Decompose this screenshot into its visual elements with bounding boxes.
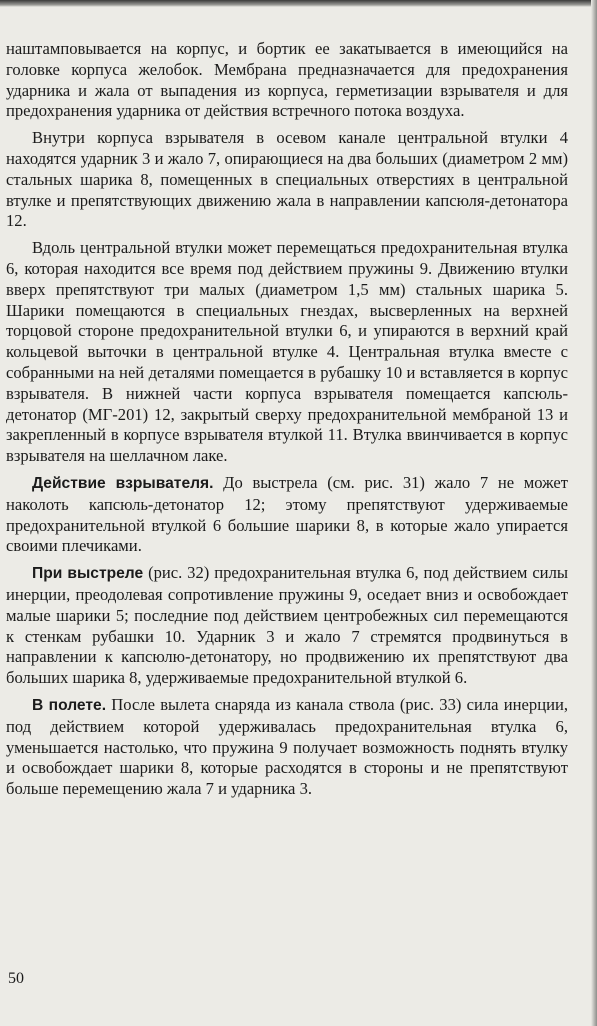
heading-firing: При выстреле — [32, 565, 144, 583]
page-text — [6, 39, 568, 800]
paragraph-3: Вдоль центральной втулки может перемещаться предохранительная втулка 6, которая находится все время под действием пружины 9. Движению втулки вверх препятствуют три малых (диаметром 1,5 мм) стальных шарика 5. Шарики помещаются в специальных гнездах, высверленных на верхней торцовой стороне предохранительной втулки 6, и упираются в верхний край кольцевой выточки в центральной втулке 4. Центральная втулка вместе с собранными на ней деталями помещается в рубашку 10 и вставляется в корпус взрывателя. В нижней части корпуса взрывателя помещается капсюль-детонатор (МГ-201) 12, закрытый сверху предохранительной мембраной 13 и закрепленный в корпусе взрывателя втулкой 11. Втулка ввинчивается в корпус взрывателя на шеллачном лаке. — [6, 238, 568, 466]
paragraph-5 — [6, 563, 568, 689]
scan-top-edge — [0, 0, 597, 7]
paragraph-1: наштамповывается на корпус, и бортик ее закатывается в имеющийся на головке корпуса желобок. Мембрана предназначается для предохранения ударника и жала от выпадения из корпуса, герметизации взрывателя и для предохранения ударника от действия встречного потока воздуха. — [6, 39, 568, 121]
paragraph-5-text: (рис. 32) предохранительная втулка 6, под действием силы инерции, преодолевая сопротивление пружины 9, оседает вниз и освобождает малые шарики 5; последние под действием центробежных сил перемещаются к стенкам рубашки 10. Ударник 3 и жало 7 стремятся продвинуться в направлении к капсюлю-детонатору, но продвижению их препятствуют два больших шарика 8, удерживаемые предохранительной втулкой 6. — [6, 563, 568, 688]
paragraph-6-text: После вылета снаряда из канала ствола (рис. 33) сила инерции, под действием которой удерживалась предохранительная втулка 6, уменьшается настолько, что пружина 9 получает возможность поднять втулку и освобождает шарики 8, которые расходятся в стороны и не препятствуют больше перемещению жала 7 и ударника 3. — [6, 694, 568, 799]
heading-flight: В полете. — [32, 696, 107, 714]
scan-right-edge — [591, 0, 597, 1026]
paragraph-6 — [6, 695, 568, 800]
heading-action: Действие взрывателя. — [32, 474, 214, 492]
paragraph-4 — [6, 473, 568, 557]
page-number: 50 — [8, 970, 24, 987]
paragraph-4-text: До выстрела (см. рис. 31) жало 7 не может наколоть капсюль-детонатор 12; этому препятствуют удерживаемые предохранительной втулкой 6 большие шарики 8, в которые жало упирается своими плечиками. — [6, 472, 568, 556]
paragraph-2: Внутри корпуса взрывателя в осевом канале центральной втулки 4 находятся ударник 3 и жало 7, опирающиеся на два больших (диаметром 2 мм) стальных шарика 8, помещенных в специальных отверстиях в центральной втулке и препятствующих движению жала в направлении капсюля-детонатора 12. — [6, 128, 568, 231]
